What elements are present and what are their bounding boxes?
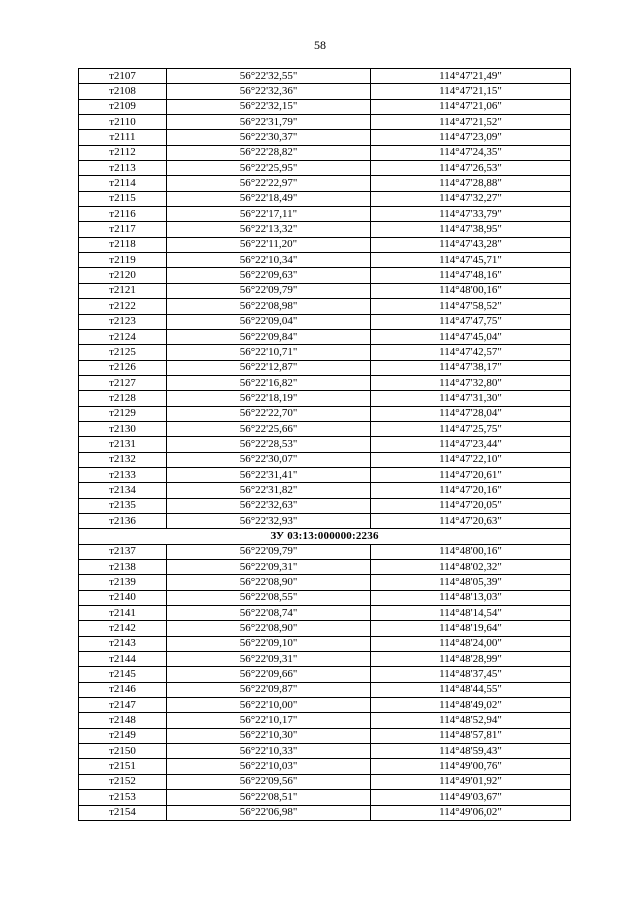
longitude-cell: 114°48'49,02" [371, 698, 571, 713]
longitude-cell: 114°48'13,03" [371, 590, 571, 605]
longitude-cell: 114°47'21,06" [371, 99, 571, 114]
longitude-cell: 114°49'06,02" [371, 805, 571, 820]
latitude-cell: 56°22'31,79" [167, 115, 371, 130]
latitude-cell: 56°22'09,87" [167, 682, 371, 697]
latitude-cell: 56°22'08,90" [167, 575, 371, 590]
table-row [79, 391, 571, 406]
point-id-cell: т2149 [79, 728, 167, 743]
longitude-cell: 114°47'45,71" [371, 253, 571, 268]
latitude-cell: 56°22'25,95" [167, 161, 371, 176]
latitude-cell: 56°22'09,10" [167, 636, 371, 651]
table-row [79, 759, 571, 774]
point-id-cell: т2120 [79, 268, 167, 283]
point-id-cell: т2122 [79, 299, 167, 314]
latitude-cell: 56°22'09,79" [167, 283, 371, 298]
point-id-cell: т2125 [79, 345, 167, 360]
longitude-cell: 114°48'28,99" [371, 652, 571, 667]
longitude-cell: 114°47'20,16" [371, 483, 571, 498]
section-header-group [79, 529, 571, 544]
latitude-cell: 56°22'10,30" [167, 728, 371, 743]
latitude-cell: 56°22'09,31" [167, 652, 371, 667]
longitude-cell: 114°47'43,28" [371, 237, 571, 252]
point-id-cell: т2143 [79, 636, 167, 651]
table-row [79, 713, 571, 728]
latitude-cell: 56°22'08,74" [167, 606, 371, 621]
point-id-cell: т2114 [79, 176, 167, 191]
longitude-cell: 114°47'38,17" [371, 360, 571, 375]
section-label: ЗУ 03:13:000000:2236 [79, 529, 571, 544]
longitude-cell: 114°49'03,67" [371, 790, 571, 805]
table-row [79, 145, 571, 160]
point-id-cell: т2111 [79, 130, 167, 145]
table-row [79, 329, 571, 344]
longitude-cell: 114°47'45,04" [371, 329, 571, 344]
point-id-cell: т2130 [79, 421, 167, 436]
table-row [79, 667, 571, 682]
longitude-cell: 114°49'00,76" [371, 759, 571, 774]
latitude-cell: 56°22'09,56" [167, 774, 371, 789]
point-id-cell: т2124 [79, 329, 167, 344]
table-row [79, 314, 571, 329]
table-row [79, 421, 571, 436]
longitude-cell: 114°47'28,04" [371, 406, 571, 421]
point-id-cell: т2119 [79, 253, 167, 268]
latitude-cell: 56°22'22,97" [167, 176, 371, 191]
longitude-cell: 114°47'32,80" [371, 375, 571, 390]
table-row [79, 498, 571, 513]
table-row [79, 222, 571, 237]
longitude-cell: 114°47'47,75" [371, 314, 571, 329]
longitude-cell: 114°47'42,57" [371, 345, 571, 360]
latitude-cell: 56°22'18,19" [167, 391, 371, 406]
table-row [79, 728, 571, 743]
latitude-cell: 56°22'09,04" [167, 314, 371, 329]
point-id-cell: т2115 [79, 191, 167, 206]
table-row [79, 606, 571, 621]
point-id-cell: т2150 [79, 744, 167, 759]
point-id-cell: т2107 [79, 69, 167, 84]
longitude-cell: 114°47'33,79" [371, 207, 571, 222]
point-id-cell: т2112 [79, 145, 167, 160]
point-id-cell: т2146 [79, 682, 167, 697]
longitude-cell: 114°47'32,27" [371, 191, 571, 206]
point-id-cell: т2134 [79, 483, 167, 498]
latitude-cell: 56°22'09,79" [167, 544, 371, 559]
point-id-cell: т2116 [79, 207, 167, 222]
latitude-cell: 56°22'13,32" [167, 222, 371, 237]
point-id-cell: т2144 [79, 652, 167, 667]
latitude-cell: 56°22'10,03" [167, 759, 371, 774]
table-row [79, 130, 571, 145]
latitude-cell: 56°22'12,87" [167, 360, 371, 375]
page-number: 58 [314, 38, 326, 52]
point-id-cell: т2135 [79, 498, 167, 513]
longitude-cell: 114°47'22,10" [371, 452, 571, 467]
point-id-cell: т2141 [79, 606, 167, 621]
point-id-cell: т2109 [79, 99, 167, 114]
point-id-cell: т2148 [79, 713, 167, 728]
table-row [79, 744, 571, 759]
point-id-cell: т2139 [79, 575, 167, 590]
longitude-cell: 114°48'19,64" [371, 621, 571, 636]
longitude-cell: 114°47'38,95" [371, 222, 571, 237]
point-id-cell: т2147 [79, 698, 167, 713]
latitude-cell: 56°22'10,00" [167, 698, 371, 713]
table-row [79, 805, 571, 820]
point-id-cell: т2113 [79, 161, 167, 176]
latitude-cell: 56°22'11,20" [167, 237, 371, 252]
latitude-cell: 56°22'10,34" [167, 253, 371, 268]
table-row [79, 437, 571, 452]
latitude-cell: 56°22'10,33" [167, 744, 371, 759]
point-id-cell: т2110 [79, 115, 167, 130]
longitude-cell: 114°48'37,45" [371, 667, 571, 682]
point-id-cell: т2151 [79, 759, 167, 774]
point-id-cell: т2118 [79, 237, 167, 252]
table-row [79, 253, 571, 268]
coordinates-table-part1 [79, 69, 571, 529]
table-row [79, 84, 571, 99]
longitude-cell: 114°47'20,61" [371, 467, 571, 482]
table-row [79, 452, 571, 467]
table-row [79, 406, 571, 421]
point-id-cell: т2137 [79, 544, 167, 559]
longitude-cell: 114°48'00,16" [371, 544, 571, 559]
point-id-cell: т2152 [79, 774, 167, 789]
table-row [79, 99, 571, 114]
latitude-cell: 56°22'08,90" [167, 621, 371, 636]
table-row [79, 513, 571, 528]
table-row [79, 682, 571, 697]
latitude-cell: 56°22'10,71" [167, 345, 371, 360]
table-row [79, 483, 571, 498]
latitude-cell: 56°22'25,66" [167, 421, 371, 436]
latitude-cell: 56°22'10,17" [167, 713, 371, 728]
table-row [79, 115, 571, 130]
longitude-cell: 114°47'23,44" [371, 437, 571, 452]
table-row [79, 375, 571, 390]
table-row [79, 575, 571, 590]
table-row [79, 299, 571, 314]
latitude-cell: 56°22'22,70" [167, 406, 371, 421]
longitude-cell: 114°48'52,94" [371, 713, 571, 728]
longitude-cell: 114°48'24,00" [371, 636, 571, 651]
longitude-cell: 114°47'48,16" [371, 268, 571, 283]
table-row [79, 237, 571, 252]
longitude-cell: 114°47'21,49" [371, 69, 571, 84]
table-row [79, 207, 571, 222]
point-id-cell: т2128 [79, 391, 167, 406]
latitude-cell: 56°22'08,98" [167, 299, 371, 314]
longitude-cell: 114°47'21,15" [371, 84, 571, 99]
table-row [79, 698, 571, 713]
latitude-cell: 56°22'17,11" [167, 207, 371, 222]
table-row [79, 467, 571, 482]
point-id-cell: т2140 [79, 590, 167, 605]
table-row [79, 560, 571, 575]
table-row [79, 636, 571, 651]
table-row [79, 360, 571, 375]
latitude-cell: 56°22'09,66" [167, 667, 371, 682]
section-header-row [79, 529, 571, 544]
point-id-cell: т2126 [79, 360, 167, 375]
latitude-cell: 56°22'28,82" [167, 145, 371, 160]
point-id-cell: т2136 [79, 513, 167, 528]
table-row [79, 176, 571, 191]
latitude-cell: 56°22'28,53" [167, 437, 371, 452]
point-id-cell: т2132 [79, 452, 167, 467]
longitude-cell: 114°47'26,53" [371, 161, 571, 176]
latitude-cell: 56°22'18,49" [167, 191, 371, 206]
latitude-cell: 56°22'08,55" [167, 590, 371, 605]
longitude-cell: 114°47'25,75" [371, 421, 571, 436]
longitude-cell: 114°47'21,52" [371, 115, 571, 130]
longitude-cell: 114°47'20,63" [371, 513, 571, 528]
table-row [79, 161, 571, 176]
longitude-cell: 114°48'57,81" [371, 728, 571, 743]
longitude-cell: 114°48'00,16" [371, 283, 571, 298]
latitude-cell: 56°22'09,31" [167, 560, 371, 575]
coordinates-table [78, 68, 571, 821]
latitude-cell: 56°22'32,55" [167, 69, 371, 84]
table-row [79, 268, 571, 283]
longitude-cell: 114°47'23,09" [371, 130, 571, 145]
latitude-cell: 56°22'06,98" [167, 805, 371, 820]
latitude-cell: 56°22'30,07" [167, 452, 371, 467]
point-id-cell: т2131 [79, 437, 167, 452]
table-row [79, 544, 571, 559]
table-row [79, 790, 571, 805]
coordinates-table-part2 [79, 544, 571, 820]
point-id-cell: т2142 [79, 621, 167, 636]
latitude-cell: 56°22'31,41" [167, 467, 371, 482]
latitude-cell: 56°22'32,15" [167, 99, 371, 114]
point-id-cell: т2127 [79, 375, 167, 390]
point-id-cell: т2123 [79, 314, 167, 329]
table-row [79, 191, 571, 206]
latitude-cell: 56°22'08,51" [167, 790, 371, 805]
table-row [79, 283, 571, 298]
table-row [79, 774, 571, 789]
latitude-cell: 56°22'09,63" [167, 268, 371, 283]
table-row [79, 69, 571, 84]
point-id-cell: т2133 [79, 467, 167, 482]
longitude-cell: 114°47'24,35" [371, 145, 571, 160]
latitude-cell: 56°22'31,82" [167, 483, 371, 498]
point-id-cell: т2108 [79, 84, 167, 99]
latitude-cell: 56°22'09,84" [167, 329, 371, 344]
latitude-cell: 56°22'30,37" [167, 130, 371, 145]
point-id-cell: т2138 [79, 560, 167, 575]
point-id-cell: т2117 [79, 222, 167, 237]
table-row [79, 345, 571, 360]
longitude-cell: 114°47'28,88" [371, 176, 571, 191]
longitude-cell: 114°48'02,32" [371, 560, 571, 575]
point-id-cell: т2153 [79, 790, 167, 805]
latitude-cell: 56°22'32,36" [167, 84, 371, 99]
longitude-cell: 114°49'01,92" [371, 774, 571, 789]
longitude-cell: 114°48'44,55" [371, 682, 571, 697]
table-row [79, 590, 571, 605]
point-id-cell: т2154 [79, 805, 167, 820]
point-id-cell: т2145 [79, 667, 167, 682]
table-row [79, 621, 571, 636]
latitude-cell: 56°22'16,82" [167, 375, 371, 390]
point-id-cell: т2129 [79, 406, 167, 421]
longitude-cell: 114°47'58,52" [371, 299, 571, 314]
latitude-cell: 56°22'32,93" [167, 513, 371, 528]
longitude-cell: 114°48'14,54" [371, 606, 571, 621]
longitude-cell: 114°47'20,05" [371, 498, 571, 513]
point-id-cell: т2121 [79, 283, 167, 298]
latitude-cell: 56°22'32,63" [167, 498, 371, 513]
longitude-cell: 114°47'31,30" [371, 391, 571, 406]
longitude-cell: 114°48'05,39" [371, 575, 571, 590]
longitude-cell: 114°48'59,43" [371, 744, 571, 759]
table-row [79, 652, 571, 667]
